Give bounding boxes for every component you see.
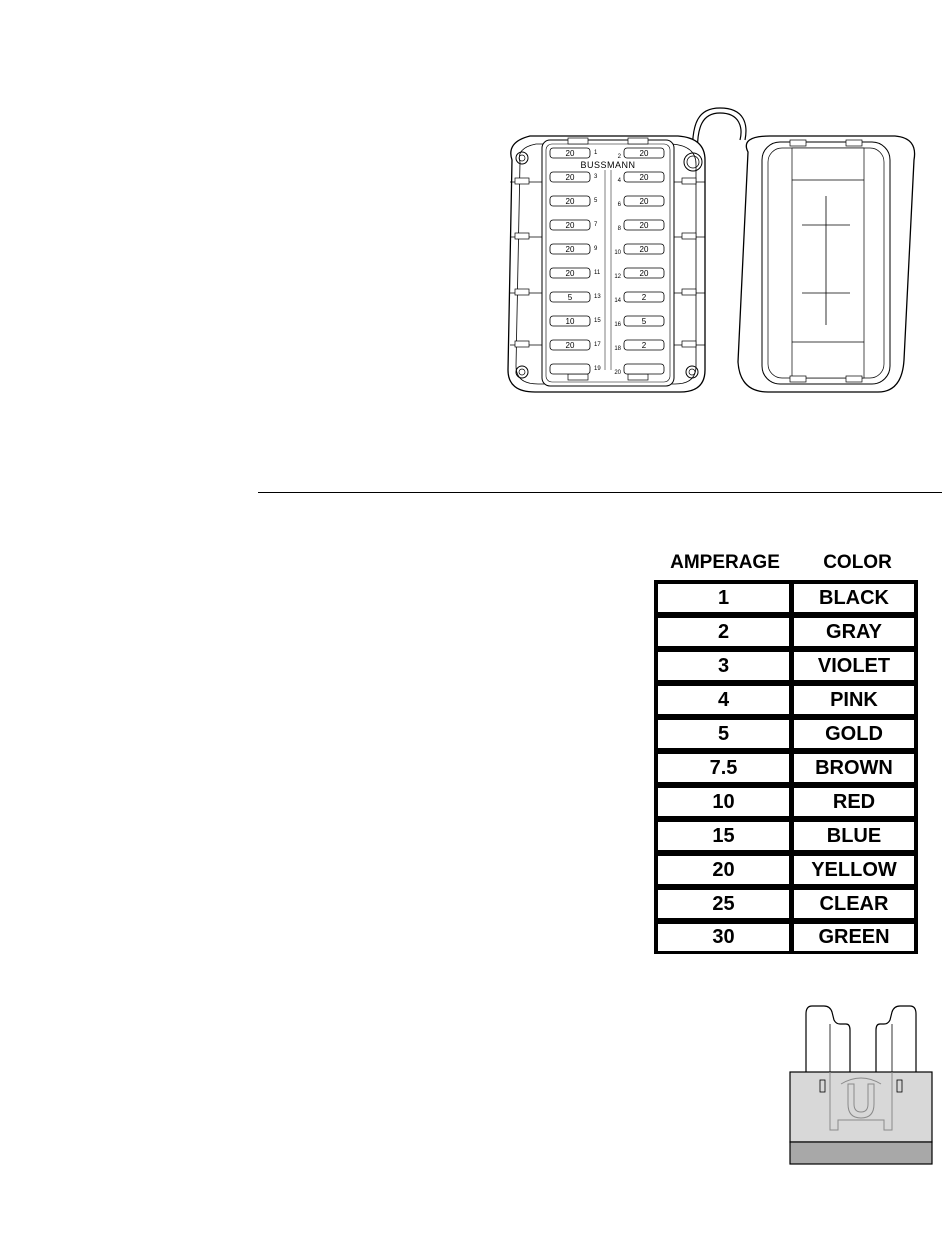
- fuse-base: [790, 1142, 932, 1164]
- slot-number-label: 2: [617, 154, 621, 160]
- amperage-cell: 25: [658, 890, 789, 918]
- fuse-slot: [624, 364, 664, 374]
- slot-number-label: 12: [614, 274, 621, 280]
- blade-fuse-icon: [786, 1000, 936, 1170]
- fuse-rating-label: 20: [565, 221, 575, 230]
- color-cell: GRAY: [794, 618, 914, 646]
- color-cell: GREEN: [794, 924, 914, 951]
- color-cell: GOLD: [794, 720, 914, 748]
- table-row: [658, 890, 914, 918]
- color-cell: PINK: [794, 686, 914, 714]
- table-row: [658, 618, 914, 646]
- amperage-header: AMPERAGE: [670, 552, 780, 573]
- fuse-rating-label: 20: [639, 197, 649, 206]
- fuse-rating-label: 5: [641, 317, 647, 326]
- color-cell: RED: [794, 788, 914, 816]
- slot-number-label: 8: [617, 226, 621, 232]
- slot-number-label: 4: [617, 178, 621, 184]
- table-row: [658, 584, 914, 612]
- slot-number-label: 20: [614, 370, 621, 376]
- amperage-cell: 3: [658, 652, 789, 680]
- amperage-cell: 5: [658, 720, 789, 748]
- slot-number-label: 7: [594, 222, 598, 228]
- amperage-cell: 2: [658, 618, 789, 646]
- table-row: [658, 686, 914, 714]
- fuse-rating-label: 20: [639, 269, 649, 278]
- fuse-rating-label: 2: [641, 293, 647, 302]
- amperage-cell: 7.5: [658, 754, 789, 782]
- fuse-slot: [550, 364, 590, 374]
- fuse-rating-label: 20: [565, 173, 575, 182]
- amperage-cell: 30: [658, 924, 789, 951]
- color-cell: YELLOW: [794, 856, 914, 884]
- fuse-rating-label: 2: [641, 341, 647, 350]
- color-cell: BLACK: [794, 584, 914, 612]
- color-cell: BROWN: [794, 754, 914, 782]
- amperage-cell: 10: [658, 788, 789, 816]
- amperage-color-table: [654, 580, 918, 954]
- slot-number-label: 15: [594, 318, 601, 324]
- color-header: COLOR: [823, 552, 892, 573]
- slot-number-label: 9: [594, 246, 598, 252]
- fuse-rating-label: 20: [639, 221, 649, 230]
- fuse-panel-diagram: [500, 100, 920, 400]
- slot-number-label: 11: [594, 270, 601, 276]
- amperage-cell: 20: [658, 856, 789, 884]
- fuse-body: [790, 1072, 932, 1142]
- color-cell: CLEAR: [794, 890, 914, 918]
- fuse-rating-label: 20: [639, 245, 649, 254]
- slot-number-label: 3: [594, 174, 598, 180]
- table-header: [655, 552, 920, 578]
- fuse-rating-label: 10: [565, 317, 575, 326]
- slot-number-label: 10: [614, 250, 621, 256]
- slot-number-label: 19: [594, 366, 601, 372]
- fuse-rating-label: 20: [639, 149, 649, 158]
- fuse-rating-label: 20: [565, 245, 575, 254]
- slot-number-label: 1: [594, 150, 598, 156]
- color-cell: BLUE: [794, 822, 914, 850]
- amperage-cell: 4: [658, 686, 789, 714]
- fuse-rating-label: 20: [565, 269, 575, 278]
- amperage-cell: 1: [658, 584, 789, 612]
- table-row: [658, 652, 914, 680]
- table-row: [658, 822, 914, 850]
- fuse-rating-label: 20: [565, 149, 575, 158]
- slot-number-label: 18: [614, 346, 621, 352]
- slot-number-label: 16: [614, 322, 621, 328]
- amperage-cell: 15: [658, 822, 789, 850]
- fuse-block: [508, 136, 705, 392]
- fuse-rating-label: 20: [565, 341, 575, 350]
- fuse-rating-label: 20: [565, 197, 575, 206]
- slot-number-label: 14: [614, 298, 621, 304]
- table-row: [658, 788, 914, 816]
- fuse-block-cover: [738, 136, 915, 392]
- fuse-rating-label: 5: [567, 293, 573, 302]
- table-row: [658, 720, 914, 748]
- fuse-rating-label: 20: [639, 173, 649, 182]
- slot-number-label: 17: [594, 342, 601, 348]
- slot-number-label: 6: [617, 202, 621, 208]
- brand-label: BUSSMANN: [580, 160, 636, 170]
- table-row: [658, 754, 914, 782]
- table-row: [658, 924, 914, 951]
- color-cell: VIOLET: [794, 652, 914, 680]
- slot-number-label: 5: [594, 198, 598, 204]
- table-row: [658, 856, 914, 884]
- slot-number-label: 13: [594, 294, 601, 300]
- section-divider: [258, 492, 942, 493]
